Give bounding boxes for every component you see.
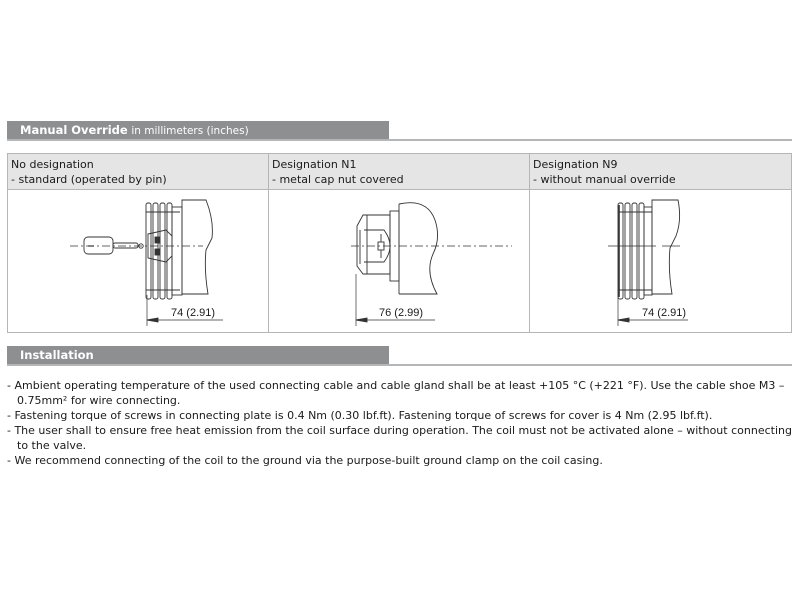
section-title: Installation: [20, 348, 94, 362]
designation-description: - metal cap nut covered: [272, 173, 404, 186]
section-subtitle: in millimeters (inches): [131, 125, 249, 137]
installation-note: - The user shall to ensure free heat emission from the coil surface during operation. The coil must not be activated alone – without connecting to the valve.: [7, 424, 796, 452]
installation-header: [7, 346, 389, 365]
table-drawings-row: [8, 190, 791, 332]
header-cell-n9: [530, 154, 791, 189]
coil-with-pin-drawing: [8, 190, 269, 332]
table-header-row: [8, 154, 791, 190]
manual-override-table: [7, 153, 792, 333]
section-divider: [7, 139, 792, 141]
installation-note: - We recommend connecting of the coil to the ground via the purpose-built ground clamp on the coil casing.: [7, 454, 603, 467]
designation-description: - standard (operated by pin): [11, 173, 167, 186]
designation-label: Designation N9: [533, 158, 618, 171]
designation-description: - without manual override: [533, 173, 676, 186]
dimension-label: 74 (2.91): [642, 307, 687, 319]
drawing-cell-n9: [530, 190, 791, 332]
dimension-label: 76 (2.99): [379, 307, 424, 319]
manual-override-header: [7, 121, 389, 140]
drawing-cell-standard: [8, 190, 269, 332]
installation-note: - Fastening torque of screws in connecting plate is 0.4 Nm (0.30 lbf.ft). Fastening torque of screws for cover is 4 Nm (2.95 lbf.ft).: [7, 409, 713, 422]
designation-label: Designation N1: [272, 158, 357, 171]
designation-label: No designation: [11, 158, 94, 171]
header-cell-n1: [269, 154, 530, 189]
section-title: Manual Override: [20, 123, 128, 137]
drawing-cell-n1: [269, 190, 530, 332]
dimension-label: 74 (2.91): [171, 307, 216, 319]
installation-note: - Ambient operating temperature of the used connecting cable and cable gland shall be at least +105 °C (+221 °F). Use the cable shoe M3 – 0.75mm² for wire connecting.: [7, 379, 788, 407]
section-divider: [7, 364, 792, 366]
header-cell-no-designation: [8, 154, 269, 189]
installation-notes: [7, 378, 796, 468]
